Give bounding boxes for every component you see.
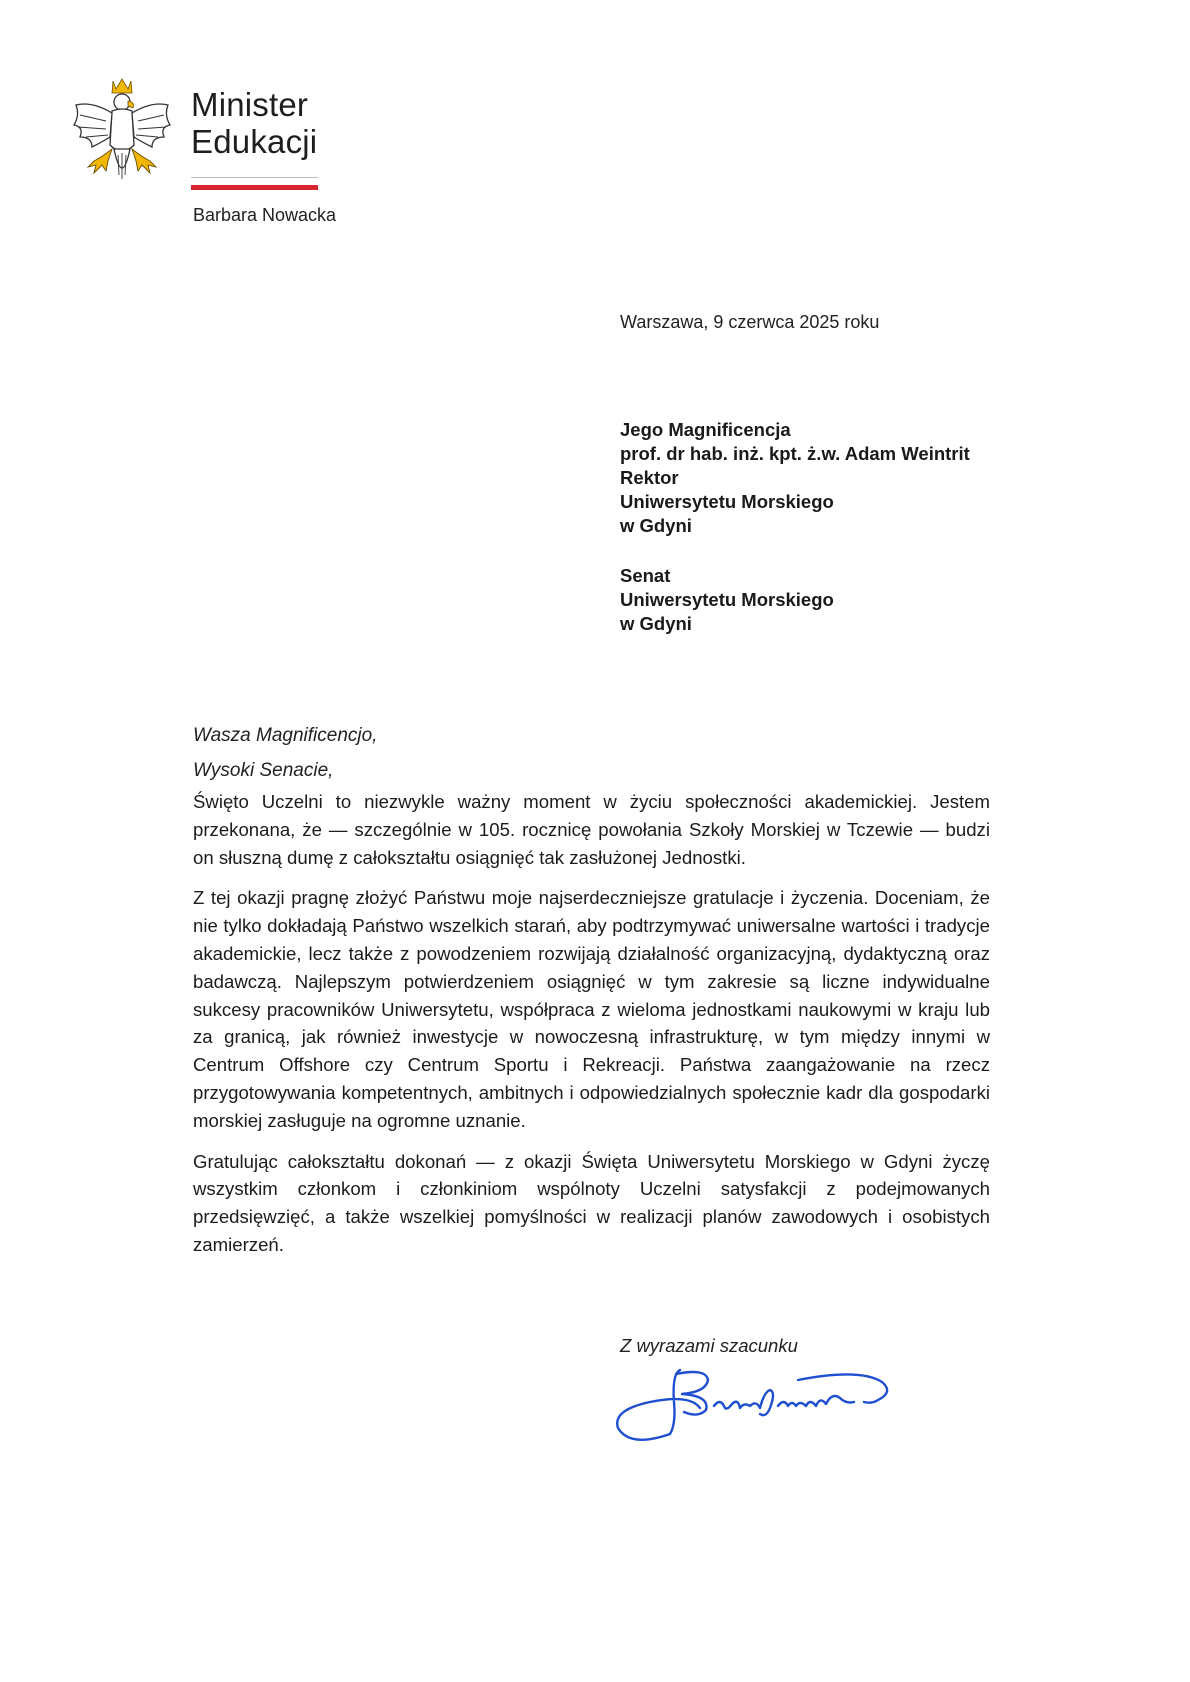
addressee-line: w Gdyni [620,613,692,634]
addressee-line: Jego Magnificencja [620,419,791,440]
addressee-line: Rektor [620,467,679,488]
org-name [191,86,317,160]
body-paragraph: Gratulując całokształtu dokonań — z okazji Święta Uniwersytetu Morskiego w Gdyni życzę wszystkim członkom i członkiniom wspólnoty Uczelni satysfakcji z podejmowanych przedsięwzięć, a także wszelkiej pomyślności w realizacji planów zawodowych i osobistych zamierzeń. [193,1150,990,1255]
flag-stripe-red [191,185,318,190]
addressee-line: Senat [620,565,671,586]
addressee-line: Uniwersytetu Morskiego [620,491,834,512]
addressee-rector [620,418,970,538]
addressee-line: prof. dr hab. inż. kpt. ż.w. Adam Weintrit [620,443,970,464]
salutation-senate: Wysoki Senacie, [193,760,334,781]
salutation-rector: Wasza Magnificencjo, [193,725,378,746]
addressee-line: w Gdyni [620,515,692,536]
minister-name: Barbara Nowacka [193,205,337,225]
org-name-line-2: Edukacji [191,123,318,160]
addressee-senate [620,564,834,636]
polish-eagle-emblem [72,75,172,193]
body-paragraph: Święto Uczelni to niezwykle ważny moment w życiu społeczności akademickiej. Jestem przekonana, że — szczególnie w 105. rocznicę powołania Szkoły Morskiej w Tczewie — budzi on słuszną dumę z całokształtu osiągnięć tak zasłużonej Jednostki. [193,791,990,868]
handwritten-signature [610,1362,910,1452]
body-paragraph: Z tej okazji pragnę złożyć Państwu moje najserdeczniejsze gratulacje i życzenia. Doceniam, że nie tylko dokładają Państwo wszelkich starań, aby podtrzymywać uniwersalne wartości i tradycje akademickie, lecz także z powodzeniem rozwijają działalność organizacyjną, dydaktyczną oraz badawczą. Najlepszym potwierdzeniem osiągnięć w tym zakresie są liczne indywidualne sukcesy pracowników Uniwersytetu, współpraca z wieloma jednostkami naukowymi w kraju lub za granicą, jak również inwestycje w nowoczesną infrastrukturę, w tym między innymi w Centrum Offshore czy Centrum Sportu i Rekreacji. Państwa zaangażowanie na rzecz przygotowywania kompetentnych, ambitnych i odpowiedzialnych społecznie kadr dla gospodarki morskiej zasługuje na ogromne uznanie. [193,887,990,1131]
org-name-line-1: Minister [191,86,309,123]
letter-date: Warszawa, 9 czerwca 2025 roku [620,312,880,332]
flag-stripe-white [191,177,318,178]
closing-phrase: Z wyrazami szacunku [620,1335,798,1356]
letter-body [193,788,990,1272]
addressee-line: Uniwersytetu Morskiego [620,589,834,610]
